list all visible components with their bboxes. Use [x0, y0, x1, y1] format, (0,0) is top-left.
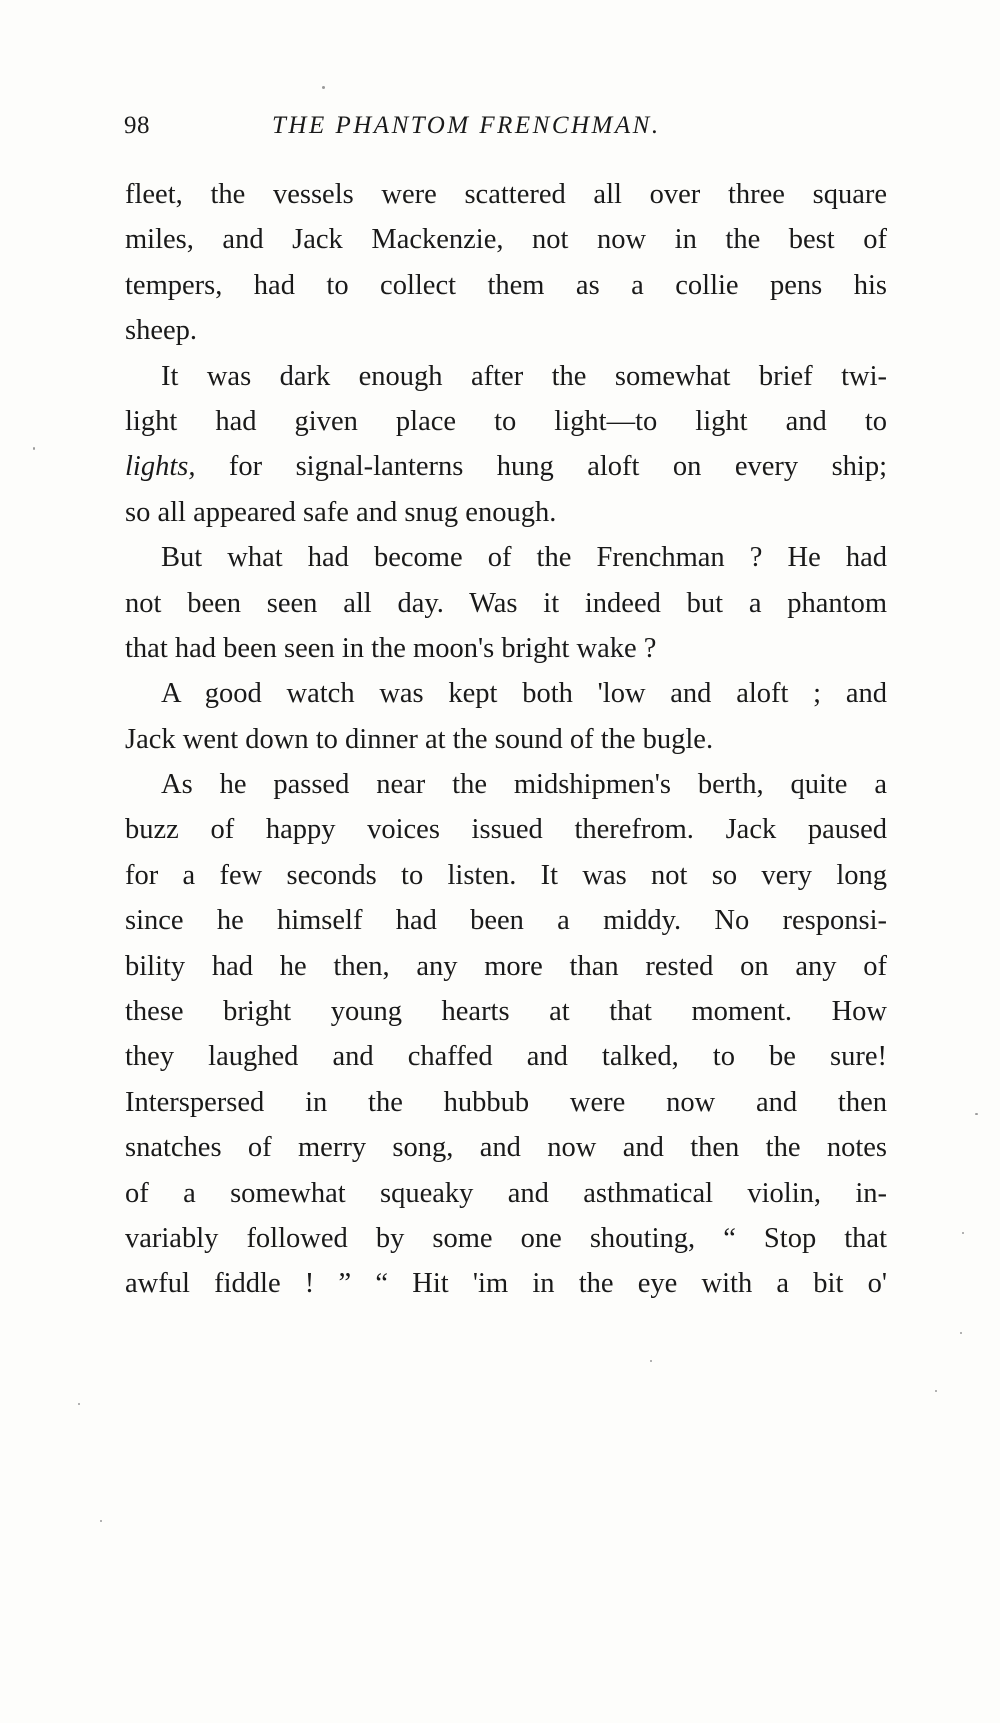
- scan-speck: [100, 1520, 102, 1522]
- scan-speck: [33, 447, 35, 450]
- text-line: variably followed by some one shouting, “ Stop that: [125, 1222, 887, 1254]
- text-line: It was dark enough after the somewhat brief twi-: [161, 360, 887, 392]
- text-line: fleet, the vessels were scattered all over three square: [125, 179, 887, 210]
- text-line: not been seen all day. Was it indeed but a phantom: [125, 587, 887, 619]
- text-line: sheep.: [125, 315, 198, 347]
- text-line: As he passed near the midshipmen's berth, quite a: [161, 769, 887, 801]
- paragraph: [125, 671, 887, 762]
- text-line: for a few seconds to listen. It was not so very long: [125, 859, 887, 891]
- text-line: these bright young hearts at that moment. How: [125, 996, 887, 1028]
- paragraph: [125, 172, 887, 354]
- page-number: 98: [124, 112, 150, 139]
- text-line: buzz of happy voices issued therefrom. Jack paused: [125, 814, 887, 846]
- scan-speck: [78, 1403, 80, 1405]
- text-line: since he himself had been a middy. No responsi-: [125, 905, 887, 937]
- scan-speck: [322, 86, 325, 89]
- scan-speck: [975, 1113, 978, 1115]
- text-line: Interspersed in the hubbub were now and then: [125, 1086, 887, 1118]
- text-line: so all appeared safe and snug enough.: [125, 496, 557, 528]
- text-line: tempers, had to collect them as a collie pens his: [125, 269, 887, 301]
- text-line: they laughed and chaffed and talked, to be sure!: [125, 1041, 887, 1073]
- text-line: Jack went down to dinner at the sound of the bugle.: [125, 723, 714, 755]
- paragraph: [125, 354, 887, 536]
- scan-speck: [962, 1232, 964, 1234]
- scan-speck: [650, 1360, 652, 1362]
- text-line: light had given place to light—to light and to: [125, 405, 887, 437]
- text-line: awful fiddle ! ” “ Hit 'im in the eye with a bit o': [125, 1268, 887, 1300]
- paragraph: [125, 762, 887, 1307]
- text-line: of a somewhat squeaky and asthmatical violin, in-: [125, 1177, 887, 1209]
- text-line: bility had he then, any more than rested on any of: [125, 950, 887, 982]
- text-line-with-italic: lights, for signal-lanterns hung aloft on every ship;: [125, 451, 887, 483]
- running-head: [124, 112, 884, 146]
- text-line: that had been seen in the moon's bright wake ?: [125, 632, 657, 664]
- scan-speck: [935, 1390, 937, 1392]
- text-line: But what had become of the Frenchman ? He had: [161, 542, 887, 574]
- italic-emphasis: lights,: [125, 451, 196, 483]
- running-title: THE PHANTOM FRENCHMAN.: [272, 112, 661, 139]
- text-line: snatches of merry song, and now and then the notes: [125, 1132, 887, 1164]
- text-line: A good watch was kept both 'low and aloft ; and: [161, 678, 887, 710]
- body-text: [125, 172, 887, 1307]
- paragraph: [125, 535, 887, 671]
- scan-speck: [960, 1332, 962, 1334]
- text-line: miles, and Jack Mackenzie, not now in the best of: [125, 224, 887, 256]
